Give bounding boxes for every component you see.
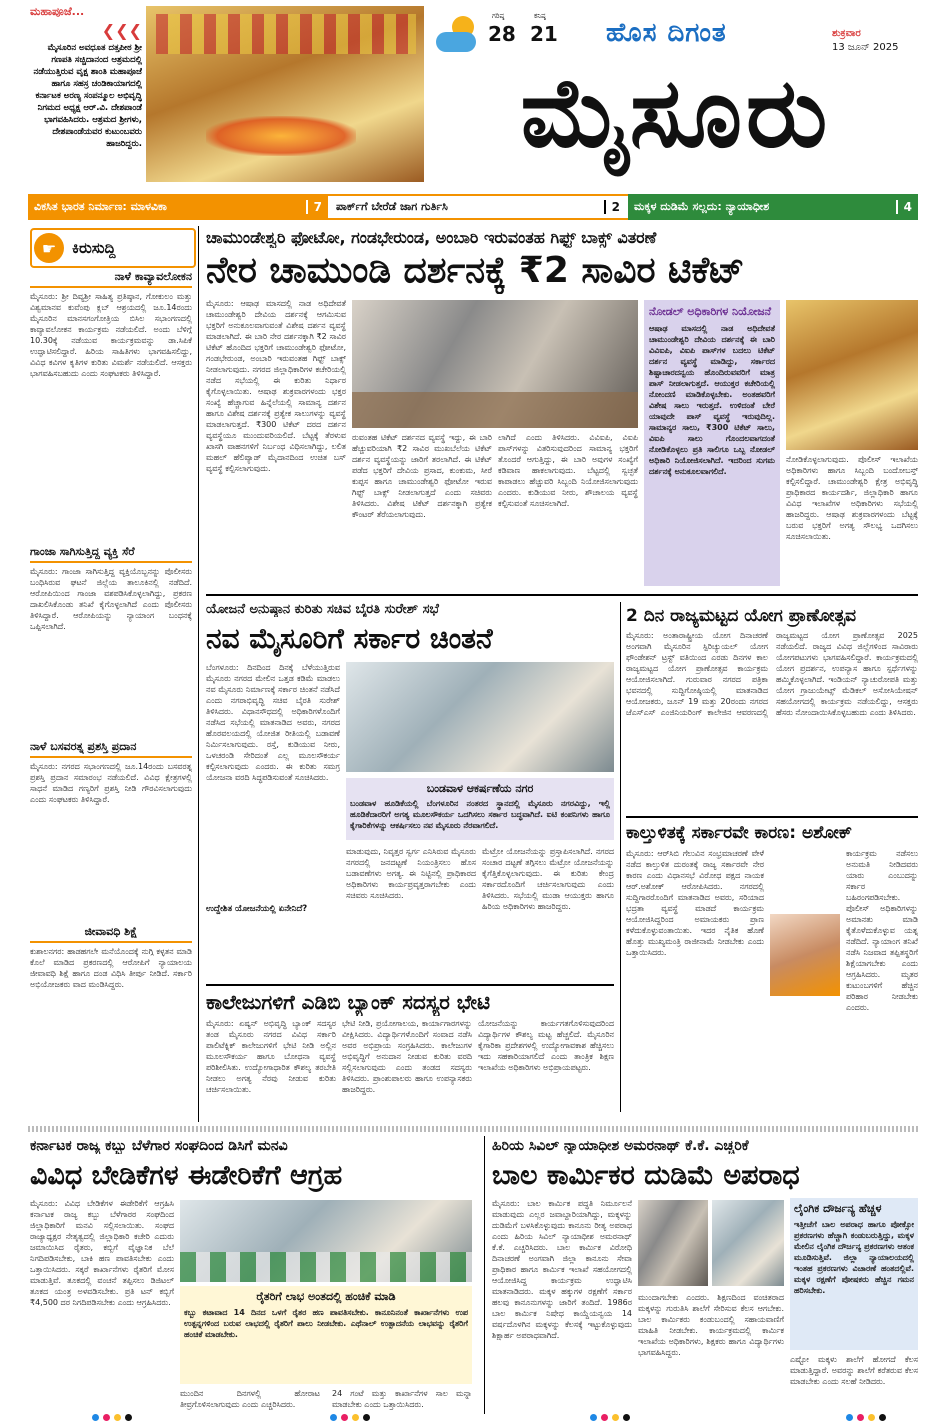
article6-col-1: ಮೈಸೂರು: ವಿವಿಧ ಬೇಡಿಕೆಗಳ ಈಡೇರಿಕೆಗೆ ಆಗ್ರಹಿಸಿ ಕರ್ನಾಟಕ ರಾಜ್ಯ ಕಬ್ಬು ಬೆಳೆಗಾರರ ಸಂಘದಿಂದ ಜಿಲ್ಲಾಧಿಕಾರಿಗೆ ಮನವಿ ಸಲ್ಲಿಸಲಾಯಿತು. ಸಂಘದ ರಾಜ್ಯಾಧ್ಯಕ್ಷರ ನೇತೃತ್ವದಲ್ಲಿ ಜಿಲ್ಲಾಧಿಕಾರಿ ಕಚೇರಿ ಎದುರು ಜಮಾಯಿಸಿದ ರೈತರು, ಕಬ್ಬಿಗೆ ವೈಜ್ಞಾನಿಕ ಬೆಲೆ ನಿಗದಿಪಡಿಸಬೇಕು, ಬಾಕಿ ಹಣ ಪಾವತಿಸಬೇಕು ಎಂದು ಒತ್ತಾಯಿಸಿದರು. ಸಕ್ಕರೆ ಕಾರ್ಖಾನೆಗಳು ರೈತರಿಗೆ ಮೋಸ ಮಾಡುತ್ತಿವೆ. ತೂಕದಲ್ಲಿ ವಂಚನೆ ತಪ್ಪಿಸಲು ಡಿಜಿಟಲ್ ತೂಕದ ಯಂತ್ರ ಅಳವಡಿಸಬೇಕು. ಪ್ರತಿ ಟನ್ ಕಬ್ಬಿಗೆ ₹4,500 ದರ ನಿಗದಿಪಡಿಸಬೇಕು ಎಂದು ಆಗ್ರಹಿಸಿದರು.: [30, 1199, 174, 1307]
article5-col-1: ಮೈಸೂರು: ಏಷ್ಯನ್ ಅಭಿವೃದ್ಧಿ ಬ್ಯಾಂಕ್ ಸದಸ್ಯರ ತಂಡ ಮೈಸೂರು ನಗರದ ವಿವಿಧ ಸರ್ಕಾರಿ ಪಾಲಿಟೆಕ್ನಿಕ್ ಕಾಲೇಜುಗಳಿಗೆ ಭೇಟಿ ನೀಡಿ ಅಲ್ಲಿನ ಮೂಲಸೌಕರ್ಯ ಹಾಗೂ ಬೋಧನಾ ವ್ಯವಸ್ಥೆ ಪರಿಶೀಲಿಸಿತು. ಉದ್ಯೋಗಾಧಾರಿತ ಕೌಶಲ್ಯ ತರಬೇತಿ ನೀಡಲು ಅಗತ್ಯ ನೆರವು ನೀಡುವ ಕುರಿತು ಚರ್ಚಿಸಲಾಯಿತು.: [206, 1019, 336, 1094]
registration-dot: [623, 1414, 630, 1421]
article5-col-3: ಯೋಜನೆಯನ್ನು ಕಾರ್ಯಗತಗೊಳಿಸುವುದರಿಂದ ವಿದ್ಯಾರ್ಥಿಗಳ ಕೌಶಲ್ಯ ಮಟ್ಟ ಹೆಚ್ಚಲಿದೆ. ಮೈಸೂರಿನ ಕೈಗಾರಿಕಾ ಪ್ರದೇಶಗಳಲ್ಲಿ ಉದ್ಯೋಗಾವಕಾಶ ಹೆಚ್ಚಿಸಲು ಇದು ಸಹಕಾರಿಯಾಗಲಿದೆ ಎಂದು ತಾಂತ್ರಿಕ ಶಿಕ್ಷಣ ಇಲಾಖೆಯ ಅಧಿಕಾರಿಗಳು ಅಭಿಪ್ರಾಯಪಟ್ಟರು.: [478, 1019, 614, 1072]
teaser-1[interactable]: ವಿಕಸಿತ ಭಾರತ ನಿರ್ಮಾಣ: ಮಾಳವಿಕಾ 7: [28, 194, 328, 220]
brief-item: [30, 925, 192, 1124]
article7-photo-1: [638, 1200, 708, 1286]
brief-body: ಕುಶಾಲನಗರ: ಹಾಡಹಗಲೇ ಮನೆಯೊಂದಕ್ಕೆ ನುಗ್ಗಿ ಕಳ್ಳತನ ಮಾಡಿ ಕೊಲೆ ಮಾಡಿದ ಪ್ರಕರಣದಲ್ಲಿ ಆರೋಪಿಗೆ ನ್ಯಾಯಾಲಯ ಜೀವಾವಧಿ ಶಿಕ್ಷೆ ಹಾಗೂ ದಂಡ ವಿಧಿಸಿ ತೀರ್ಪು ನೀಡಿದೆ. ಸರ್ಕಾರಿ ಅಭಿಯೋಜಕರು ವಾದ ಮಂಡಿಸಿದ್ದರು.: [30, 947, 192, 989]
section-rule: [206, 594, 918, 596]
registration-dot: [857, 1414, 864, 1421]
top-kicker: ಮಹಾಪೂಜೆ...: [30, 5, 85, 18]
teaser-3[interactable]: ಮಕ್ಕಳ ದುಡಿಮೆ ಸಲ್ಲದು: ನ್ಯಾಯಾಧೀಶ 4: [628, 194, 918, 220]
article6-headline: ವಿವಿಧ ಬೇಡಿಕೆಗಳ ಈಡೇರಿಕೆಗೆ ಆಗ್ರಹ: [30, 1160, 343, 1191]
lead-photo: [146, 6, 424, 182]
pointing-hand-icon: ☛: [34, 233, 64, 263]
registration-dot: [114, 1414, 121, 1421]
article2-photo: [346, 662, 614, 772]
article5-col-2: ಭೇಟಿ ನೀಡಿ, ಪ್ರಯೋಗಾಲಯ, ಕಾರ್ಯಾಗಾರಗಳನ್ನು ವೀಕ್ಷಿಸಿದರು. ವಿದ್ಯಾರ್ಥಿಗಳೊಂದಿಗೆ ಸಂವಾದ ನಡೆಸಿ ಅವರ ಅಭಿಪ್ರಾಯ ಸಂಗ್ರಹಿಸಿದರು. ಕಾಲೇಜುಗಳ ಅಭಿವೃದ್ಧಿಗೆ ಅನುದಾನ ನೀಡುವ ಕುರಿತು ವರದಿ ಸಲ್ಲಿಸಲಾಗುವುದು ಎಂದು ತಂಡದ ಸದಸ್ಯರು ತಿಳಿಸಿದರು. ಪ್ರಾಂಶುಪಾಲರು ಹಾಗೂ ಉಪನ್ಯಾಸಕರು ಹಾಜರಿದ್ದರು.: [342, 1019, 472, 1094]
registration-dot: [601, 1414, 608, 1421]
brief-title: ನಾಳೆ ಕಾವ್ಯಾವಲೋಕನ: [30, 270, 192, 288]
article6-photo: [180, 1200, 472, 1282]
registration-dot: [868, 1414, 875, 1421]
goddess-photo: [786, 300, 918, 450]
registration-marks: [92, 1414, 132, 1421]
lead-col-1: ಮೈಸೂರು: ಆಷಾಢ ಮಾಸದಲ್ಲಿ ನಾಡ ಅಧಿದೇವತೆ ಚಾಮುಂಡೇಶ್ವರಿ ದೇವಿಯ ದರ್ಶನಕ್ಕೆ ಆಗಮಿಸುವ ಭಕ್ತರಿಗೆ ಅನುಕೂಲವಾಗುವಂತೆ ವಿಶೇಷ ದರ್ಶನ ವ್ಯವಸ್ಥೆ ಮಾಡಲಾಗಿದೆ. ಈ ಬಾರಿ ನೇರ ದರ್ಶನಕ್ಕಾಗಿ ₹2 ಸಾವಿರ ಟಿಕೆಟ್ ಹೊಂದಿದ ಭಕ್ತರಿಗೆ ಚಾಮುಂಡೇಶ್ವರಿ ಫೋಟೋ, ಗಂಡಭೇರುಂಡ, ಅಂಬಾರಿ ಇರುವಂತಹ ಗಿಫ್ಟ್ ಬಾಕ್ಸ್ ನೀಡಲಾಗುವುದು. ನಗರದ ಜಿಲ್ಲಾಧಿಕಾರಿಗಳ ಕಚೇರಿಯಲ್ಲಿ ನಡೆದ ಸಭೆಯಲ್ಲಿ ಈ ಕುರಿತು ನಿರ್ಧಾರ ಕೈಗೊಳ್ಳಲಾಯಿತು. ಆಷಾಢ ಶುಕ್ರವಾರಗಳಂದು ಭಕ್ತರ ಸಂಖ್ಯೆ ಹೆಚ್ಚಾಗುವ ಹಿನ್ನೆಲೆಯಲ್ಲಿ ಸಾಮಾನ್ಯ ದರ್ಶನ ಹಾಗೂ ವಿಶೇಷ ದರ್ಶನಕ್ಕೆ ಪ್ರತ್ಯೇಕ ಸಾಲುಗಳನ್ನು ವ್ಯವಸ್ಥೆ ಮಾಡಲಾಗುತ್ತದೆ. ₹300 ಟಿಕೆಟ್ ದರದ ದರ್ಶನ ವ್ಯವಸ್ಥೆಯೂ ಮುಂದುವರಿಯಲಿದೆ. ಬೆಟ್ಟಕ್ಕೆ ತೆರಳುವ ಖಾಸಗಿ ವಾಹನಗಳಿಗೆ ನಿರ್ಬಂಧ ವಿಧಿಸಲಾಗಿದ್ದು, ಲಲಿತ ಮಹಲ್ ಹೆಲಿಪ್ಯಾಡ್ ಮೈದಾನದಿಂದ ಉಚಿತ ಬಸ್ ವ್ಯವಸ್ಥೆ ಕಲ್ಪಿಸಲಾಗುವುದು.: [206, 299, 346, 473]
registration-dot: [330, 1414, 337, 1421]
box-body: ಬಂಡವಾಳ ಹೂಡಿಕೆಯಲ್ಲಿ ಬೆಂಗಳೂರಿನ ನಂತರದ ಸ್ಥಾನದಲ್ಲಿ ಮೈಸೂರು ನಗರವಿದ್ದು, ಇಲ್ಲಿ ಹೂಡಿಕೆದಾರರಿಗೆ ಅಗತ್ಯ ಮೂಲಸೌಕರ್ಯ ಒದಗಿಸಲು ಸರ್ಕಾರ ಬದ್ಧವಾಗಿದೆ. ಐಟಿ ಕಂಪನಿಗಳು ಹಾಗೂ ಕೈಗಾರಿಕೆಗಳನ್ನು ಆಕರ್ಷಿಸಲು ನವ ಮೈಸೂರು ನೆರವಾಗಲಿದೆ.: [350, 799, 610, 830]
brand-logo: ಹೊಸ ದಿಗಂತ: [606, 18, 727, 48]
article2-col-2: ಮಾಡುವುದು, ನಿವೃತ್ತರ ಸ್ವರ್ಗ ಎನಿಸಿರುವ ಮೈಸೂರು ನಗರದಲ್ಲಿ ಜನದಟ್ಟಣೆ ನಿಯಂತ್ರಿಸಲು ಹೊಸ ಬಡಾವಣೆಗಳು ಅಗತ್ಯ. ಈ ನಿಟ್ಟಿನಲ್ಲಿ ಪ್ರಾಧಿಕಾರದ ಅಧಿಕಾರಿಗಳು ಕಾರ್ಯಪ್ರವೃತ್ತರಾಗಬೇಕು ಎಂದು ಸಚಿವರು ಸೂಚಿಸಿದರು.: [346, 847, 476, 900]
weather-max-label: ಗರಿಷ್ಠ: [492, 12, 505, 20]
registration-dot: [92, 1414, 99, 1421]
brief-title: ಜೀವಾವಧಿ ಶಿಕ್ಷೆ: [30, 925, 192, 943]
article7-col-2: ಮುಂದಾಗಬೇಕು ಎಂದರು. ಶಿಕ್ಷಣದಿಂದ ವಂಚಿತರಾದ ಮಕ್ಕಳನ್ನು ಗುರುತಿಸಿ ಶಾಲೆಗೆ ಸೇರಿಸುವ ಕೆಲಸ ಆಗಬೇಕು. ಬಾಲ ಕಾರ್ಮಿಕರು ಕಂಡುಬಂದಲ್ಲಿ ಸಹಾಯವಾಣಿಗೆ ಮಾಹಿತಿ ನೀಡಬೇಕು. ಕಾರ್ಯಕ್ರಮದಲ್ಲಿ ಕಾರ್ಮಿಕ ಇಲಾಖೆಯ ಅಧಿಕಾರಿಗಳು, ಶಿಕ್ಷಕರು ಹಾಗೂ ವಿದ್ಯಾರ್ಥಿಗಳು ಭಾಗವಹಿಸಿದ್ದರು.: [638, 1293, 784, 1357]
article3-headline: 2 ದಿನ ರಾಜ್ಯಮಟ್ಟದ ಯೋಗ ಪ್ರಾಣೋತ್ಸವ: [626, 606, 857, 626]
brief-body: ಮೈಸೂರು: ಶ್ರೀ ದಿವ್ಯಶ್ರೀ ಸಾಹಿತ್ಯ ಪ್ರತಿಷ್ಠಾನ, ಗೋಕುಲಂ ಮತ್ತು ವಿಶ್ವಮಾನವ ಕುವೆಂಪು ಕ್ಲಬ್ ಆಶ್ರಯದಲ್ಲಿ ಜೂ.14ರಂದು ಮೈಸೂರಿನ ಮಾನಸಗಂಗೋತ್ರಿಯ ಬಿಸಿಲ ಸಭಾಂಗಣದಲ್ಲಿ ಕಾವ್ಯಾವಲೋಕನ ಕಾರ್ಯಕ್ರಮ ನಡೆಯಲಿದೆ. ಅಂದು ಬೆಳಿಗ್ಗೆ 10.30ಕ್ಕೆ ನಡೆಯುವ ಕಾರ್ಯಕ್ರಮವನ್ನು ಡಾ.ಸಿಪಿಕೆ ಉದ್ಘಾಟಿಸಲಿದ್ದಾರೆ. ಹಿರಿಯ ಸಾಹಿತಿಗಳು ಭಾಗವಹಿಸಲಿದ್ದು, ವಿವಿಧ ಕವಿಗಳ ಕೃತಿಗಳ ಕುರಿತು ವಿಮರ್ಶೆ ನಡೆಯಲಿದೆ. ಆಸಕ್ತರು ಭಾಗವಹಿಸಬಹುದು ಎಂದು ಸಂಘಟಕರು ತಿಳಿಸಿದ್ದಾರೆ.: [30, 292, 192, 378]
lead-kicker: ಚಾಮುಂಡೇಶ್ವರಿ ಫೋಟೋ, ಗಂಡಭೇರುಂಡ, ಅಂಬಾರಿ ಇರುವಂತಹ ಗಿಫ್ಟ್ ಬಾಕ್ಸ್ ವಿತರಣೆ: [206, 228, 657, 247]
registration-dot: [590, 1414, 597, 1421]
section-rule: [626, 816, 918, 818]
issue-date: 13 ಜೂನ್ 2025: [832, 42, 899, 53]
column-rule: [620, 602, 621, 1112]
lead-caption: ಮೈಸೂರಿನ ಅವಧೂತ ದತ್ತಪೀಠ ಶ್ರೀ ಗಣಪತಿ ಸಚ್ಚಿದಾನಂದ ಆಶ್ರಮದಲ್ಲಿ ನಡೆಯುತ್ತಿರುವ ವೃಕ್ಷ ಶಾಂತಿ ಮಹಾಪೂಜೆ ಹಾಗೂ ಸಹಸ್ರ ಚಂಡಿಕಾಯಾಗದಲ್ಲಿ ಕರ್ನಾಟಕ ಅರಣ್ಯ ಸಂಪನ್ಮೂಲ ಅಭಿವೃದ್ಧಿ ನಿಗಮದ ಅಧ್ಯಕ್ಷ ಆರ್.ವಿ. ದೇಶಪಾಂಡೆ ಭಾಗವಹಿಸಿದರು. ಆಶ್ರಮದ ಶ್ರೀಗಳು, ದೇಶಪಾಂಡೆಯವರ ಕುಟುಂಬವರು ಹಾಜರಿದ್ದರು.: [33, 43, 142, 149]
lead-meeting-photo: [352, 300, 638, 428]
article7-headline: ಬಾಲ ಕಾರ್ಮಿಕರ ದುಡಿಮೆ ಅಪರಾಧ: [492, 1160, 800, 1191]
section-rule: [206, 984, 614, 986]
nodal-officers-box: [644, 300, 780, 586]
column-rule: [198, 226, 199, 1122]
brief-item: [30, 740, 192, 931]
lead-caption-panel: [30, 5, 142, 183]
box-body: ಕಬ್ಬು ಕಟಾವಾದ 14 ದಿನದ ಒಳಗೆ ರೈತರ ಹಣ ಪಾವತಿಸಬೇಕು. ಕಾನೂನಿನಂತೆ ಕಾರ್ಖಾನೆಗಳು ಉಪ ಉತ್ಪನ್ನಗಳಿಂದ ಬರುವ ಲಾಭದಲ್ಲಿ ರೈತರಿಗೆ ಪಾಲು ನೀಡಬೇಕು. ಎಥೆನಾಲ್ ಉತ್ಪಾದನೆಯ ಲಾಭವನ್ನು ರೈತರಿಗೆ ಹಂಚಿಕೆ ಮಾಡಬೇಕು.: [184, 1308, 468, 1339]
brief-title: ಗಾಂಜಾ ಸಾಗಿಸುತ್ತಿದ್ದ ವ್ಯಕ್ತಿ ಸೆರೆ: [30, 545, 192, 563]
article2-col-3: ಮೆಟ್ರೋ ಯೋಜನೆಯನ್ನು ಪ್ರಸ್ತಾಪಿಸಲಾಗಿದೆ. ನಗರದ ಸಂಚಾರ ದಟ್ಟಣೆ ತಗ್ಗಿಸಲು ಮೆಟ್ರೋ ಯೋಜನೆಯನ್ನು ಕೈಗೆತ್ತಿಕೊಳ್ಳಲಾಗುವುದು. ಈ ಕುರಿತು ಕೇಂದ್ರ ಸರ್ಕಾರದೊಂದಿಗೆ ಚರ್ಚಿಸಲಾಗುವುದು ಎಂದು ತಿಳಿಸಿದರು. ಸಭೆಯಲ್ಲಿ ಮುಡಾ ಆಯುಕ್ತರು ಹಾಗೂ ಹಿರಿಯ ಅಧಿಕಾರಿಗಳು ಹಾಜರಿದ್ದರು.: [482, 847, 614, 911]
brief-item: [30, 270, 192, 521]
article4-col-2: ಕಾರ್ಯಕ್ರಮ ನಡೆಸಲು ಅನುಮತಿ ನೀಡಿದವರು ಯಾರು ಎಂಬುದನ್ನು ಸರ್ಕಾರ ಬಹಿರಂಗಪಡಿಸಬೇಕು. ಪೊಲೀಸ್ ಅಧಿಕಾರಿಗಳನ್ನು ಅಮಾನತು ಮಾಡಿ ಕೈತೊಳೆದುಕೊಳ್ಳುವ ಯತ್ನ ನಡೆದಿದೆ. ನ್ಯಾಯಾಂಗ ತನಿಖೆ ನಡೆಸಿ ನಿಜವಾದ ತಪ್ಪಿತಸ್ಥರಿಗೆ ಶಿಕ್ಷೆಯಾಗಬೇಕು ಎಂದು ಆಗ್ರಹಿಸಿದರು. ಮೃತರ ಕುಟುಂಬಗಳಿಗೆ ಹೆಚ್ಚಿನ ಪರಿಹಾರ ನೀಡಬೇಕು ಎಂದರು.: [846, 849, 918, 1012]
article7-col-1: ಮೈಸೂರು: ಬಾಲ ಕಾರ್ಮಿಕ ಪದ್ಧತಿ ನಿರ್ಮೂಲನೆ ಮಾಡುವುದು ಎಲ್ಲರ ಜವಾಬ್ದಾರಿಯಾಗಿದ್ದು, ಮಕ್ಕಳನ್ನು ದುಡಿಮೆಗೆ ಬಳಸಿಕೊಳ್ಳುವುದು ಕಾನೂನು ರೀತ್ಯ ಅಪರಾಧ ಎಂದು ಹಿರಿಯ ಸಿವಿಲ್ ನ್ಯಾಯಾಧೀಶ ಅಮರನಾಥ್ ಕೆ.ಕೆ. ಎಚ್ಚರಿಸಿದರು. ಬಾಲ ಕಾರ್ಮಿಕ ವಿರೋಧಿ ದಿನಾಚರಣೆ ಅಂಗವಾಗಿ ಜಿಲ್ಲಾ ಕಾನೂನು ಸೇವಾ ಪ್ರಾಧಿಕಾರ ಹಾಗೂ ಕಾರ್ಮಿಕ ಇಲಾಖೆ ಸಹಯೋಗದಲ್ಲಿ ಆಯೋಜಿಸಿದ್ದ ಕಾರ್ಯಕ್ರಮ ಉದ್ಘಾಟಿಸಿ ಮಾತನಾಡಿದರು. ಮಕ್ಕಳ ಹಕ್ಕುಗಳ ರಕ್ಷಣೆಗೆ ಸರ್ಕಾರ ಹಲವು ಕಾನೂನುಗಳನ್ನು ಜಾರಿಗೆ ತಂದಿದೆ. 1986ರ ಬಾಲ ಕಾರ್ಮಿಕ ನಿಷೇಧ ಕಾಯ್ದೆಯನ್ವಯ 14 ವರ್ಷದೊಳಗಿನ ಮಕ್ಕಳನ್ನು ಕೆಲಸಕ್ಕೆ ಇಟ್ಟುಕೊಳ್ಳುವುದು ಶಿಕ್ಷಾರ್ಹ ಅಪರಾಧವಾಗಿದೆ.: [492, 1199, 632, 1340]
teaser-2[interactable]: ಪಾರ್ಕ್‌ಗೆ ಬೇರೆಡೆ ಜಾಗ ಗುರ್ತಿಸಿ 2: [328, 194, 628, 220]
brief-body: ಮೈಸೂರು: ನಗರದ ಸಭಾಂಗಣದಲ್ಲಿ ಜೂ.14ರಂದು ಬಸವರತ್ನ ಪ್ರಶಸ್ತಿ ಪ್ರದಾನ ಸಮಾರಂಭ ನಡೆಯಲಿದೆ. ವಿವಿಧ ಕ್ಷೇತ್ರಗಳಲ್ಲಿ ಸಾಧನೆ ಮಾಡಿದ ಗಣ್ಯರಿಗೆ ಪ್ರಶಸ್ತಿ ನೀಡಿ ಗೌರವಿಸಲಾಗುವುದು ಎಂದು ಸಂಘಟಕರು ತಿಳಿಸಿದ್ದಾರೆ.: [30, 762, 192, 804]
article6-col-3: 24 ಗಂಟೆ ಮತ್ತು ಕಾರ್ಖಾನೆಗಳ ಸಾಲ ಮನ್ನಾ ಮಾಡಬೇಕು ಎಂದು ಒತ್ತಾಯಿಸಿದರು.: [332, 1389, 472, 1409]
registration-dot: [846, 1414, 853, 1421]
weather-min-label: ಕನಿಷ್ಠ: [534, 12, 546, 20]
article6-kicker: ಕರ್ನಾಟಕ ರಾಜ್ಯ ಕಬ್ಬು ಬೆಳೆಗಾರ ಸಂಘದಿಂದ ಡಿಸಿಗೆ ಮನವಿ: [30, 1138, 288, 1154]
weather-max: 28: [488, 22, 516, 46]
brief-item: [30, 545, 192, 726]
article2-subhead: ಉದ್ದೇಶಿತ ಯೋಜನೆಯಲ್ಲಿ ಏನೇನಿದೆ?: [206, 904, 308, 914]
article2-col-1: ಬೆಂಗಳೂರು: ದಿನದಿಂದ ದಿನಕ್ಕೆ ಬೆಳೆಯುತ್ತಿರುವ ಮೈಸೂರು ನಗರದ ಮೇಲಿನ ಒತ್ತಡ ಕಡಿಮೆ ಮಾಡಲು ನವ ಮೈಸೂರು ನಿರ್ಮಾಣಕ್ಕೆ ಸರ್ಕಾರ ಚಿಂತನೆ ನಡೆಸಿದೆ ಎಂದು ನಗರಾಭಿವೃದ್ಧಿ ಸಚಿವ ಬೈರತಿ ಸುರೇಶ್ ತಿಳಿಸಿದರು. ವಿಧಾನಸೌಧದಲ್ಲಿ ಅಧಿಕಾರಿಗಳೊಂದಿಗೆ ನಡೆಸಿದ ಸಭೆಯಲ್ಲಿ ಮಾತನಾಡಿದ ಅವರು, ನಗರದ ಹೊರವಲಯದಲ್ಲಿ ಯೋಜಿತ ರೀತಿಯಲ್ಲಿ ಬಡಾವಣೆ ನಿರ್ಮಿಸಲಾಗುವುದು. ರಸ್ತೆ, ಕುಡಿಯುವ ನೀರು, ಒಳಚರಂಡಿ ಸೇರಿದಂತೆ ಎಲ್ಲ ಮೂಲಸೌಕರ್ಯ ಕಲ್ಪಿಸಲಾಗುವುದು ಎಂದರು. ಈ ಕುರಿತು ಸಮಗ್ರ ಯೋಜನಾ ವರದಿ ಸಿದ್ಧಪಡಿಸುವಂತೆ ಸೂಚಿಸಿದರು.: [206, 663, 340, 782]
box-title: ಬಂಡವಾಳ ಆಕರ್ಷಣೆಯ ನಗರ: [426, 782, 534, 795]
teaser-ticker: [28, 194, 918, 220]
abuse-box: [790, 1198, 918, 1350]
farmers-box: [180, 1286, 472, 1384]
registration-marks: [330, 1414, 370, 1421]
registration-dot: [341, 1414, 348, 1421]
box-title: ಲೈಂಗಿಕ ದೌರ್ಜನ್ಯ ಹೆಚ್ಚಳ: [794, 1202, 882, 1215]
weather-min: 21: [530, 22, 558, 46]
article2-kicker: ಯೋಜನೆ ಅನುಷ್ಠಾನ ಕುರಿತು ಸಚಿವ ಬೈರತಿ ಸುರೇಶ್ ಸಭೆ: [206, 602, 439, 617]
box-body: ಇತ್ತೀಚೆಗೆ ಬಾಲ ಅಪರಾಧ ಹಾಗೂ ಪೋಕ್ಸೋ ಪ್ರಕರಣಗಳು ಹೆಚ್ಚಾಗಿ ಕಂಡುಬರುತ್ತಿದ್ದು, ಮಕ್ಕಳ ಮೇಲಿನ ಲೈಂಗಿಕ ದೌರ್ಜನ್ಯ ಪ್ರಕರಣಗಳು ಆತಂಕ ಮೂಡಿಸುತ್ತಿವೆ. ಜಿಲ್ಲಾ ನ್ಯಾಯಾಲಯದಲ್ಲಿ ಇಂತಹ ಪ್ರಕರಣಗಳು ವಿಚಾರಣೆ ಹಂತದಲ್ಲಿವೆ. ಮಕ್ಕಳ ರಕ್ಷಣೆಗೆ ಪೋಷಕರು ಹೆಚ್ಚಿನ ಗಮನ ಹರಿಸಬೇಕು.: [794, 1220, 914, 1295]
section-divider: [28, 1126, 918, 1132]
investment-box: [346, 778, 614, 840]
ashok-photo: [770, 914, 840, 996]
article7-kicker: ಹಿರಿಯ ಸಿವಿಲ್ ನ್ಯಾಯಾಧೀಶ ಅಮರನಾಥ್ ಕೆ.ಕೆ. ಎಚ್ಚರಿಕೆ: [492, 1138, 749, 1154]
issue-day: ಶುಕ್ರವಾರ: [832, 28, 861, 39]
box-title: ನೋಡಲ್ ಅಧಿಕಾರಿಗಳ ನಿಯೋಜನೆ: [649, 305, 772, 318]
brief-body: ಮೈಸೂರು: ಗಾಂಜಾ ಸಾಗಿಸುತ್ತಿದ್ದ ವ್ಯಕ್ತಿಯೊಬ್ಬನನ್ನು ಪೊಲೀಸರು ಬಂಧಿಸಿರುವ ಘಟನೆ ಜಿಲ್ಲೆಯ ತಾಲೂಕಿನಲ್ಲಿ ನಡೆದಿದೆ. ಆರೋಪಿಯಿಂದ ಗಾಂಜಾ ವಶಪಡಿಸಿಕೊಳ್ಳಲಾಗಿದ್ದು, ಪ್ರಕರಣ ದಾಖಲಿಸಿಕೊಂಡು ತನಿಖೆ ಕೈಗೊಳ್ಳಲಾಗಿದೆ ಎಂದು ಪೊಲೀಸರು ತಿಳಿಸಿದ್ದಾರೆ. ಆರೋಪಿಯನ್ನು ನ್ಯಾಯಾಂಗ ಬಂಧನಕ್ಕೆ ಒಪ್ಪಿಸಲಾಗಿದೆ.: [30, 567, 192, 631]
lead-col-2: ರುವಂತಹ ಟಿಕೆಟ್ ದರ್ಶನದ ವ್ಯವಸ್ಥೆ ಇದ್ದು, ಈ ಬಾರಿ ಹೆಚ್ಚುವರಿಯಾಗಿ ₹2 ಸಾವಿರ ಮುಖಬೆಲೆಯ ಟಿಕೆಟ್ ದರ್ಶನ ವ್ಯವಸ್ಥೆಯನ್ನು ಜಾರಿಗೆ ತರಲಾಗಿದೆ. ಈ ಟಿಕೆಟ್ ಪಡೆದ ಭಕ್ತರಿಗೆ ದೇವಿಯ ಪ್ರಸಾದ, ಕುಂಕುಮ, ಸೀರೆ ಕುಪ್ಪಸ ಹಾಗೂ ಚಾಮುಂಡೇಶ್ವರಿ ಫೋಟೋ ಇರುವ ಗಿಫ್ಟ್ ಬಾಕ್ಸ್ ನೀಡಲಾಗುತ್ತದೆ ಎಂದು ಸಚಿವರು ತಿಳಿಸಿದರು. ವಿಶೇಷ ಟಿಕೆಟ್ ದರ್ಶನಕ್ಕಾಗಿ ಪ್ರತ್ಯೇಕ ಕೌಂಟರ್ ತೆರೆಯಲಾಗುವುದು.: [352, 433, 492, 519]
registration-dot: [612, 1414, 619, 1421]
chevrons-icon: ❮❮❮: [101, 21, 142, 40]
registration-dot: [879, 1414, 886, 1421]
article3-body: ಮೈಸೂರು: ಅಂತಾರಾಷ್ಟ್ರೀಯ ಯೋಗ ದಿನಾಚರಣೆ ಅಂಗವಾಗಿ ಮೈಸೂರಿನ ಸ್ಪಿರಿಚ್ಯುಯಲ್ ಯೋಗ ಫೌಂಡೇಶನ್ ಟ್ರಸ್ಟ್ ವತಿಯಿಂದ ಎರಡು ದಿನಗಳ ಕಾಲ ರಾಜ್ಯಮಟ್ಟದ ಯೋಗ ಪ್ರಾಣೋತ್ಸವ ಕಾರ್ಯಕ್ರಮ ಆಯೋಜಿಸಲಾಗಿದೆ. ಗುರುವಾರ ನಗರದ ಪತ್ರಿಕಾ ಭವನದಲ್ಲಿ ಸುದ್ದಿಗೋಷ್ಠಿಯಲ್ಲಿ ಮಾತನಾಡಿದ ಆಯೋಜಕರು, ಜೂನ್ 19 ಮತ್ತು 20ರಂದು ನಗರದ ಜೆಎಸ್ಎಸ್ ಎಂಜಿನಿಯರಿಂಗ್ ಕಾಲೇಜಿನ ಆವರಣದಲ್ಲಿ ರಾಜ್ಯಮಟ್ಟದ ಯೋಗ ಪ್ರಾಣೋತ್ಸವ 2025 ನಡೆಯಲಿದೆ. ರಾಜ್ಯದ ವಿವಿಧ ಜಿಲ್ಲೆಗಳಿಂದ ಸಾವಿರಾರು ಯೋಗಪಟುಗಳು ಭಾಗವಹಿಸಲಿದ್ದಾರೆ. ಕಾರ್ಯಕ್ರಮದಲ್ಲಿ ಯೋಗ ಪ್ರದರ್ಶನ, ಉಪನ್ಯಾಸ ಹಾಗೂ ಸ್ಪರ್ಧೆಗಳನ್ನು ಹಮ್ಮಿಕೊಳ್ಳಲಾಗಿದೆ. ಇಂಡಿಯನ್ ನ್ಯಾಚುರೋಪತಿ ಮತ್ತು ಯೋಗ ಗ್ರಾಜುಯೇಟ್ಸ್ ಮೆಡಿಕಲ್ ಅಸೋಸಿಯೇಷನ್ ಸಹಯೋಗದಲ್ಲಿ ಕಾರ್ಯಕ್ರಮ ನಡೆಯಲಿದ್ದು, ಆಸಕ್ತರು ಹೆಸರು ನೋಂದಾಯಿಸಿಕೊಳ್ಳಬಹುದು ಎಂದು ತಿಳಿಸಿದರು.: [626, 631, 918, 717]
city-nameplate: ಮೈಸೂರು: [520, 57, 832, 169]
article5-headline: ಕಾಲೇಜುಗಳಿಗೆ ಎಡಿಬಿ ಬ್ಯಾಂಕ್ ಸದಸ್ಯರ ಭೇಟಿ: [206, 990, 491, 1014]
lead-col-3: ಲಾಗಿದೆ ಎಂದು ತಿಳಿಸಿದರು. ವಿವಿಐಪಿ, ವಿಐಪಿ ಪಾಸ್‌ಗಳನ್ನು ವಿತರಿಸುವುದರಿಂದ ಸಾಮಾನ್ಯ ಭಕ್ತರಿಗೆ ತೊಂದರೆ ಆಗುತ್ತಿದ್ದು, ಈ ಬಾರಿ ಅವುಗಳ ಸಂಖ್ಯೆಗೆ ಕಡಿವಾಣ ಹಾಕಲಾಗುವುದು. ಬೆಟ್ಟದಲ್ಲಿ ಸ್ವಚ್ಛತೆ ಕಾಪಾಡಲು ಹೆಚ್ಚುವರಿ ಸಿಬ್ಬಂದಿ ನಿಯೋಜಿಸಲಾಗುವುದು ಎಂದರು. ಕುಡಿಯುವ ನೀರು, ಶೌಚಾಲಯ ವ್ಯವಸ್ಥೆ ಕಲ್ಪಿಸುವಂತೆ ಸೂಚಿಸಲಾಗಿದೆ.: [498, 433, 638, 508]
article2-headline: ನವ ಮೈಸೂರಿಗೆ ಸರ್ಕಾರ ಚಿಂತನೆ: [206, 622, 493, 655]
lead-headline: ನೇರ ಚಾಮುಂಡಿ ದರ್ಶನಕ್ಕೆ ₹2 ಸಾವಿರ ಟಿಕೆಟ್: [206, 250, 745, 291]
article7-photo-2: [712, 1200, 784, 1286]
lead-col-4: ನೋಡಿಕೊಳ್ಳಲಾಗುವುದು. ಪೊಲೀಸ್ ಇಲಾಖೆಯ ಅಧಿಕಾರಿಗಳು ಹಾಗೂ ಸಿಬ್ಬಂದಿ ಬಂದೋಬಸ್ತ್ ಕಲ್ಪಿಸಲಿದ್ದಾರೆ. ಚಾಮುಂಡೇಶ್ವರಿ ಕ್ಷೇತ್ರ ಅಭಿವೃದ್ಧಿ ಪ್ರಾಧಿಕಾರದ ಕಾರ್ಯದರ್ಶಿ, ಜಿಲ್ಲಾಧಿಕಾರಿ ಹಾಗೂ ವಿವಿಧ ಇಲಾಖೆಗಳ ಅಧಿಕಾರಿಗಳು ಸಭೆಯಲ್ಲಿ ಹಾಜರಿದ್ದರು. ಆಷಾಢ ಶುಕ್ರವಾರಗಳಂದು ಬೆಟ್ಟಕ್ಕೆ ಬರುವ ಭಕ್ತರಿಗೆ ಅಗತ್ಯ ಸೌಲಭ್ಯ ಒದಗಿಸಲು ಸೂಚಿಸಲಾಯಿತು.: [786, 455, 918, 541]
article6-col-2: ಮುಂದಿನ ದಿನಗಳಲ್ಲಿ ಹೋರಾಟ ತೀವ್ರಗೊಳಿಸಲಾಗುವುದು ಎಂದು ಎಚ್ಚರಿಸಿದರು.: [180, 1389, 320, 1409]
registration-dot: [363, 1414, 370, 1421]
registration-marks: [590, 1414, 630, 1421]
registration-marks: [846, 1414, 886, 1421]
box-body: ಆಷಾಢ ಮಾಸದಲ್ಲಿ ನಾಡ ಅಧಿದೇವತೆ ಚಾಮುಂಡೇಶ್ವರಿ ದೇವಿಯ ದರ್ಶನಕ್ಕೆ ಈ ಬಾರಿ ವಿವಿಐಪಿ, ವಿಐಪಿ ಪಾಸ್‌ಗಳ ಬದಲು ಟಿಕೆಟ್ ದರ್ಶನ ವ್ಯವಸ್ಥೆ ಮಾಡಿದ್ದು, ಸರ್ಕಾರದ ಶಿಷ್ಟಾಚಾರದನ್ವಯ ಹೊಂದಿರುವವರಿಗೆ ಮಾತ್ರ ಪಾಸ್ ನೀಡಲಾಗುತ್ತದೆ. ಆಯುಕ್ತರ ಕಚೇರಿಯಲ್ಲಿ ನೋಂದಣಿ ಮಾಡಿಕೊಳ್ಳಬೇಕು. ಅಂತಹವರಿಗೆ ವಿಶೇಷ ಸಾಲು ಇರುತ್ತದೆ. ಉಳಿದಂತೆ ಬೇರೆ ಯಾವುದೇ ಪಾಸ್ ವ್ಯವಸ್ಥೆ ಇರುವುದಿಲ್ಲ. ಸಾಮಾನ್ಯರ ಸಾಲು, ₹300 ಟಿಕೆಟ್ ಸಾಲು, ವಿಐಪಿ ಸಾಲು ಗೊಂದಲವಾಗದಂತೆ ನೋಡಿಕೊಳ್ಳಲು ಪ್ರತಿ ಸಾಲಿಗೂ ಒಬ್ಬ ನೋಡಲ್ ಅಧಿಕಾರಿ ನಿಯೋಜಿಸಲಾಗಿದೆ. ಇದರಿಂದ ಸುಗಮ ದರ್ಶನಕ್ಕೆ ಅನುಕೂಲವಾಗಲಿದೆ.: [649, 324, 775, 476]
registration-dot: [352, 1414, 359, 1421]
article4-col-1: ಮೈಸೂರು: ಆರ್‌ಸಿಬಿ ಗೆಲುವಿನ ಸಂಭ್ರಮಾಚರಣೆ ವೇಳೆ ನಡೆದ ಕಾಲ್ತುಳಿತ ದುರಂತಕ್ಕೆ ರಾಜ್ಯ ಸರ್ಕಾರವೇ ನೇರ ಕಾರಣ ಎಂದು ವಿಧಾನಸಭೆ ವಿರೋಧ ಪಕ್ಷದ ನಾಯಕ ಆರ್.ಅಶೋಕ್ ಆರೋಪಿಸಿದರು. ನಗರದಲ್ಲಿ ಸುದ್ದಿಗಾರರೊಂದಿಗೆ ಮಾತನಾಡಿದ ಅವರು, ಸರಿಯಾದ ಭದ್ರತಾ ವ್ಯವಸ್ಥೆ ಮಾಡದೆ ಕಾರ್ಯಕ್ರಮ ಆಯೋಜಿಸಿದ್ದರಿಂದ ಅಮಾಯಕರು ಪ್ರಾಣ ಕಳೆದುಕೊಳ್ಳುವಂತಾಯಿತು. ಇದರ ನೈತಿಕ ಹೊಣೆ ಹೊತ್ತು ಮುಖ್ಯಮಂತ್ರಿ ರಾಜೀನಾಮೆ ನೀಡಬೇಕು ಎಂದು ಒತ್ತಾಯಿಸಿದರು.: [626, 849, 764, 957]
article4-headline: ಕಾಲ್ತುಳಿತಕ್ಕೆ ಸರ್ಕಾರವೇ ಕಾರಣ: ಅಶೋಕ್: [626, 823, 853, 843]
article7-col-3: ಎಷ್ಟೋ ಮಕ್ಕಳು ಶಾಲೆಗೆ ಹೋಗದೆ ಕೆಲಸ ಮಾಡುತ್ತಿದ್ದಾರೆ. ಅವರನ್ನು ಶಾಲೆಗೆ ಕರೆತರುವ ಕೆಲಸ ಮಾಡಬೇಕು ಎಂದು ಸಲಹೆ ನೀಡಿದರು.: [790, 1355, 918, 1386]
briefs-logo: ☛ ಕಿರುಸುದ್ದಿ: [30, 228, 196, 268]
box-title: ರೈತರಿಗೆ ಲಾಭ ಅಂತದಲ್ಲಿ ಹಂಚಿಕೆ ಮಾಡಿ: [256, 1290, 396, 1303]
registration-dot: [103, 1414, 110, 1421]
brief-title: ನಾಳೆ ಬಸವರತ್ನ ಪ್ರಶಸ್ತಿ ಪ್ರದಾನ: [30, 740, 192, 758]
column-rule: [484, 1136, 485, 1414]
registration-dot: [125, 1414, 132, 1421]
